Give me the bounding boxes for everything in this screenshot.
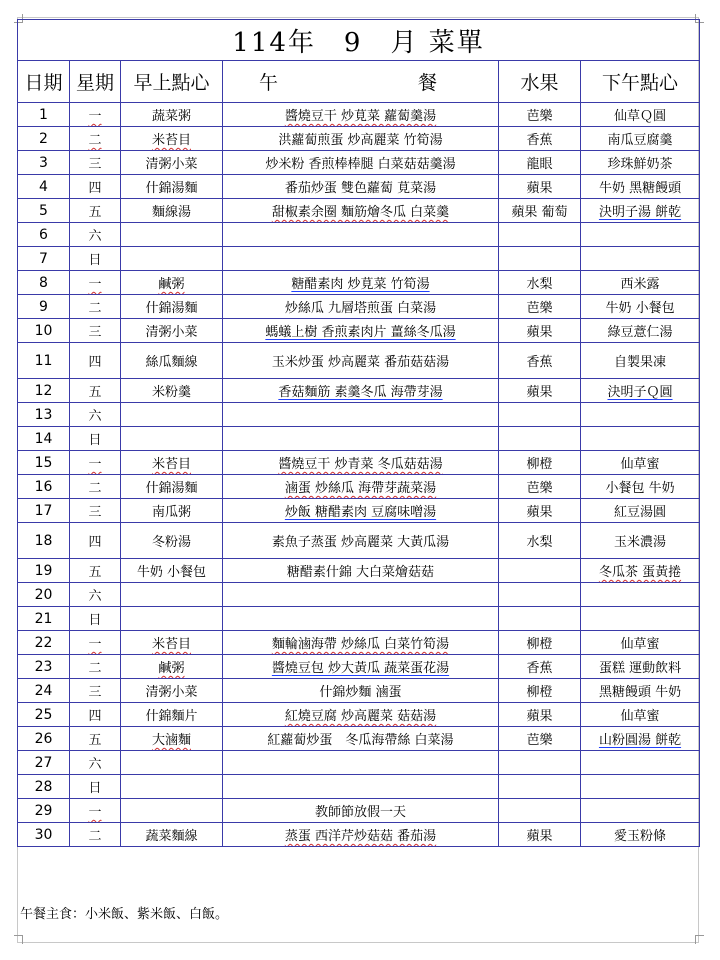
afternoon-snack-cell: 綠豆薏仁湯 — [581, 319, 700, 343]
date-cell: 21 — [18, 607, 70, 631]
date-cell: 30 — [18, 823, 70, 847]
morning-snack-cell: 米苔目 — [121, 127, 223, 151]
weekday-cell: 三 — [70, 319, 121, 343]
lunch-cell: 麵輪滷海帶 炒絲瓜 白菜竹筍湯 — [223, 631, 499, 655]
table-row — [18, 199, 700, 223]
weekday-cell: 三 — [70, 679, 121, 703]
table-row — [18, 403, 700, 427]
fruit-cell — [499, 559, 581, 583]
table-row — [18, 271, 700, 295]
morning-snack-cell — [121, 799, 223, 823]
table-row — [18, 343, 700, 379]
afternoon-snack-cell — [581, 427, 700, 451]
fruit-cell: 香蕉 — [499, 127, 581, 151]
afternoon-snack-cell — [581, 607, 700, 631]
table-row — [18, 151, 700, 175]
afternoon-snack-cell — [581, 751, 700, 775]
lunch-cell: 香菇麵筋 素羹冬瓜 海帶芽湯 — [223, 379, 499, 403]
lunch-cell — [223, 775, 499, 799]
afternoon-snack-cell: 南瓜豆腐羹 — [581, 127, 700, 151]
morning-snack-cell — [121, 427, 223, 451]
weekday-cell: 三 — [70, 151, 121, 175]
header-afternoon-snack: 下午點心 — [581, 61, 700, 103]
lunch-cell — [223, 751, 499, 775]
fruit-cell: 蘋果 — [499, 319, 581, 343]
fruit-cell — [499, 403, 581, 427]
lunch-cell: 炒飯 糖醋素肉 豆腐味噌湯 — [223, 499, 499, 523]
morning-snack-cell: 牛奶 小餐包 — [121, 559, 223, 583]
weekday-cell: 日 — [70, 607, 121, 631]
date-cell: 25 — [18, 703, 70, 727]
date-cell: 19 — [18, 559, 70, 583]
lunch-cell: 螞蟻上樹 香煎素肉片 薑絲冬瓜湯 — [223, 319, 499, 343]
afternoon-snack-cell: 愛玉粉條 — [581, 823, 700, 847]
lunch-cell: 醬燒豆干 炒青菜 冬瓜菇菇湯 — [223, 451, 499, 475]
lunch-cell — [223, 583, 499, 607]
weekday-cell: 一 — [70, 799, 121, 823]
date-cell: 22 — [18, 631, 70, 655]
afternoon-snack-cell: 決明子Ｑ圓 — [581, 379, 700, 403]
date-cell: 9 — [18, 295, 70, 319]
table-row — [18, 247, 700, 271]
fruit-cell: 芭樂 — [499, 103, 581, 127]
fruit-cell: 蘋果 — [499, 823, 581, 847]
menu-title: 114年 9 月 菜單 — [18, 20, 700, 61]
weekday-cell: 一 — [70, 451, 121, 475]
fruit-cell: 蘋果 — [499, 379, 581, 403]
date-cell: 17 — [18, 499, 70, 523]
date-cell: 6 — [18, 223, 70, 247]
lunch-cell — [223, 403, 499, 427]
table-row — [18, 523, 700, 559]
margin-corner-mark — [695, 935, 704, 944]
morning-snack-cell: 蔬菜粥 — [121, 103, 223, 127]
afternoon-snack-cell: 玉米濃湯 — [581, 523, 700, 559]
date-cell: 11 — [18, 343, 70, 379]
weekday-cell: 二 — [70, 295, 121, 319]
weekday-cell: 一 — [70, 631, 121, 655]
morning-snack-cell: 清粥小菜 — [121, 151, 223, 175]
afternoon-snack-cell — [581, 223, 700, 247]
table-row — [18, 655, 700, 679]
fruit-cell: 芭樂 — [499, 727, 581, 751]
table-row — [18, 607, 700, 631]
afternoon-snack-cell: 山粉圓湯 餅乾 — [581, 727, 700, 751]
lunch-cell: 紅燒豆腐 炒高麗菜 菇菇湯 — [223, 703, 499, 727]
weekday-cell: 二 — [70, 475, 121, 499]
lunch-cell: 糖醋素什錦 大白菜燴菇菇 — [223, 559, 499, 583]
date-cell: 20 — [18, 583, 70, 607]
fruit-cell — [499, 751, 581, 775]
table-row — [18, 103, 700, 127]
afternoon-snack-cell: 牛奶 黑糖饅頭 — [581, 175, 700, 199]
morning-snack-cell: 米苔目 — [121, 451, 223, 475]
table-row — [18, 427, 700, 451]
morning-snack-cell: 麵線湯 — [121, 199, 223, 223]
afternoon-snack-cell: 黑糖饅頭 牛奶 — [581, 679, 700, 703]
afternoon-snack-cell — [581, 247, 700, 271]
weekday-cell: 四 — [70, 175, 121, 199]
morning-snack-cell: 什錦湯麵 — [121, 175, 223, 199]
date-cell: 10 — [18, 319, 70, 343]
morning-snack-cell — [121, 751, 223, 775]
table-row — [18, 379, 700, 403]
table-row — [18, 799, 700, 823]
weekday-cell: 日 — [70, 775, 121, 799]
date-cell: 12 — [18, 379, 70, 403]
morning-snack-cell: 鹹粥 — [121, 655, 223, 679]
fruit-cell — [499, 583, 581, 607]
morning-snack-cell — [121, 247, 223, 271]
weekday-cell: 五 — [70, 379, 121, 403]
lunch-cell — [223, 223, 499, 247]
morning-snack-cell — [121, 607, 223, 631]
lunch-cell: 醬燒豆包 炒大黃瓜 蔬菜蛋花湯 — [223, 655, 499, 679]
fruit-cell: 柳橙 — [499, 451, 581, 475]
fruit-cell — [499, 427, 581, 451]
lunch-cell: 滷蛋 炒絲瓜 海帶芽蔬菜湯 — [223, 475, 499, 499]
fruit-cell: 蘋果 — [499, 499, 581, 523]
afternoon-snack-cell: 仙草蜜 — [581, 631, 700, 655]
afternoon-snack-cell: 仙草蜜 — [581, 451, 700, 475]
fruit-cell — [499, 799, 581, 823]
date-cell: 29 — [18, 799, 70, 823]
lunch-cell: 炒米粉 香煎棒棒腿 白菜菇菇羹湯 — [223, 151, 499, 175]
lunch-cell — [223, 247, 499, 271]
morning-snack-cell — [121, 583, 223, 607]
weekday-cell: 一 — [70, 271, 121, 295]
afternoon-snack-cell: 自製果凍 — [581, 343, 700, 379]
weekday-cell: 日 — [70, 247, 121, 271]
morning-snack-cell — [121, 775, 223, 799]
morning-snack-cell: 什錦湯麵 — [121, 295, 223, 319]
table-row — [18, 823, 700, 847]
weekday-cell: 二 — [70, 823, 121, 847]
table-row — [18, 631, 700, 655]
morning-snack-cell: 絲瓜麵線 — [121, 343, 223, 379]
afternoon-snack-cell — [581, 799, 700, 823]
fruit-cell: 香蕉 — [499, 343, 581, 379]
document-page — [14, 14, 704, 944]
date-cell: 4 — [18, 175, 70, 199]
morning-snack-cell: 冬粉湯 — [121, 523, 223, 559]
date-cell: 15 — [18, 451, 70, 475]
lunch-cell: 糖醋素肉 炒莧菜 竹筍湯 — [223, 271, 499, 295]
date-cell: 27 — [18, 751, 70, 775]
menu-table — [17, 19, 700, 847]
lunch-cell: 炒絲瓜 九層塔煎蛋 白菜湯 — [223, 295, 499, 319]
morning-snack-cell: 南瓜粥 — [121, 499, 223, 523]
date-cell: 28 — [18, 775, 70, 799]
staple-food-footnote: 午餐主食：小米飯、紫米飯、白飯。 — [20, 907, 229, 922]
weekday-cell: 五 — [70, 727, 121, 751]
date-cell: 5 — [18, 199, 70, 223]
afternoon-snack-cell — [581, 583, 700, 607]
date-cell: 2 — [18, 127, 70, 151]
header-fruit: 水果 — [499, 61, 581, 103]
morning-snack-cell: 蔬菜麵線 — [121, 823, 223, 847]
table-row — [18, 175, 700, 199]
lunch-cell: 教師節放假一天 — [223, 799, 499, 823]
date-cell: 23 — [18, 655, 70, 679]
lunch-cell: 紅蘿蔔炒蛋 冬瓜海帶絲 白菜湯 — [223, 727, 499, 751]
morning-snack-cell: 米粉羹 — [121, 379, 223, 403]
header-row — [18, 61, 700, 103]
afternoon-snack-cell: 仙草蜜 — [581, 703, 700, 727]
fruit-cell: 香蕉 — [499, 655, 581, 679]
afternoon-snack-cell: 西米露 — [581, 271, 700, 295]
morning-snack-cell: 清粥小菜 — [121, 679, 223, 703]
date-cell: 7 — [18, 247, 70, 271]
fruit-cell — [499, 247, 581, 271]
date-cell: 24 — [18, 679, 70, 703]
header-lunch-second-char: 餐 — [418, 72, 438, 94]
lunch-cell: 洪蘿蔔煎蛋 炒高麗菜 竹筍湯 — [223, 127, 499, 151]
fruit-cell — [499, 223, 581, 247]
afternoon-snack-cell — [581, 403, 700, 427]
fruit-cell: 芭樂 — [499, 475, 581, 499]
fruit-cell: 水梨 — [499, 523, 581, 559]
table-row — [18, 295, 700, 319]
date-cell: 16 — [18, 475, 70, 499]
morning-snack-cell: 清粥小菜 — [121, 319, 223, 343]
morning-snack-cell: 大滷麵 — [121, 727, 223, 751]
table-row — [18, 775, 700, 799]
date-cell: 14 — [18, 427, 70, 451]
weekday-cell: 五 — [70, 199, 121, 223]
date-cell: 26 — [18, 727, 70, 751]
morning-snack-cell: 什錦湯麵 — [121, 475, 223, 499]
weekday-cell: 四 — [70, 523, 121, 559]
lunch-cell: 素魚子蒸蛋 炒高麗菜 大黃瓜湯 — [223, 523, 499, 559]
table-row — [18, 127, 700, 151]
date-cell: 18 — [18, 523, 70, 559]
fruit-cell: 水梨 — [499, 271, 581, 295]
weekday-cell: 日 — [70, 427, 121, 451]
weekday-cell: 六 — [70, 583, 121, 607]
afternoon-snack-cell: 紅豆湯圓 — [581, 499, 700, 523]
fruit-cell: 芭樂 — [499, 295, 581, 319]
fruit-cell: 柳橙 — [499, 679, 581, 703]
morning-snack-cell — [121, 223, 223, 247]
lunch-cell — [223, 607, 499, 631]
fruit-cell — [499, 607, 581, 631]
header-lunch — [223, 61, 499, 103]
weekday-cell: 三 — [70, 499, 121, 523]
weekday-cell: 六 — [70, 223, 121, 247]
header-date: 日期 — [18, 61, 70, 103]
weekday-cell: 五 — [70, 559, 121, 583]
header-morning-snack: 早上點心 — [121, 61, 223, 103]
weekday-cell: 二 — [70, 655, 121, 679]
date-cell: 8 — [18, 271, 70, 295]
date-cell: 13 — [18, 403, 70, 427]
weekday-cell: 六 — [70, 751, 121, 775]
fruit-cell: 蘋果 — [499, 703, 581, 727]
date-cell: 3 — [18, 151, 70, 175]
afternoon-snack-cell — [581, 775, 700, 799]
table-row — [18, 751, 700, 775]
afternoon-snack-cell: 決明子湯 餅乾 — [581, 199, 700, 223]
morning-snack-cell: 什錦麵片 — [121, 703, 223, 727]
weekday-cell: 六 — [70, 403, 121, 427]
fruit-cell: 蘋果 葡萄 — [499, 199, 581, 223]
table-row — [18, 559, 700, 583]
header-lunch-first-char: 午 — [259, 72, 279, 94]
lunch-cell: 玉米炒蛋 炒高麗菜 番茄菇菇湯 — [223, 343, 499, 379]
lunch-cell: 醬燒豆干 炒莧菜 蘿蔔羹湯 — [223, 103, 499, 127]
fruit-cell: 柳橙 — [499, 631, 581, 655]
afternoon-snack-cell: 小餐包 牛奶 — [581, 475, 700, 499]
table-row — [18, 727, 700, 751]
table-row — [18, 583, 700, 607]
weekday-cell: 四 — [70, 703, 121, 727]
afternoon-snack-cell: 冬瓜茶 蛋黃捲 — [581, 559, 700, 583]
morning-snack-cell — [121, 403, 223, 427]
afternoon-snack-cell: 珍珠鮮奶茶 — [581, 151, 700, 175]
table-row — [18, 679, 700, 703]
margin-corner-mark — [14, 935, 23, 944]
weekday-cell: 一 — [70, 103, 121, 127]
table-row — [18, 319, 700, 343]
fruit-cell — [499, 775, 581, 799]
lunch-cell: 蒸蛋 西洋芹炒菇菇 番茄湯 — [223, 823, 499, 847]
header-weekday: 星期 — [70, 61, 121, 103]
weekday-cell: 四 — [70, 343, 121, 379]
morning-snack-cell: 鹹粥 — [121, 271, 223, 295]
weekday-cell: 二 — [70, 127, 121, 151]
afternoon-snack-cell: 牛奶 小餐包 — [581, 295, 700, 319]
lunch-cell: 番茄炒蛋 雙色蘿蔔 莧菜湯 — [223, 175, 499, 199]
table-row — [18, 223, 700, 247]
table-row — [18, 451, 700, 475]
afternoon-snack-cell: 仙草Ｑ圓 — [581, 103, 700, 127]
afternoon-snack-cell: 蛋糕 運動飲料 — [581, 655, 700, 679]
morning-snack-cell: 米苔目 — [121, 631, 223, 655]
fruit-cell: 龍眼 — [499, 151, 581, 175]
table-row — [18, 499, 700, 523]
lunch-cell: 什錦炒麵 滷蛋 — [223, 679, 499, 703]
date-cell: 1 — [18, 103, 70, 127]
table-row — [18, 703, 700, 727]
lunch-cell: 甜椒素余圈 麵筋燴冬瓜 白菜羹 — [223, 199, 499, 223]
fruit-cell: 蘋果 — [499, 175, 581, 199]
lunch-cell — [223, 427, 499, 451]
table-row — [18, 475, 700, 499]
